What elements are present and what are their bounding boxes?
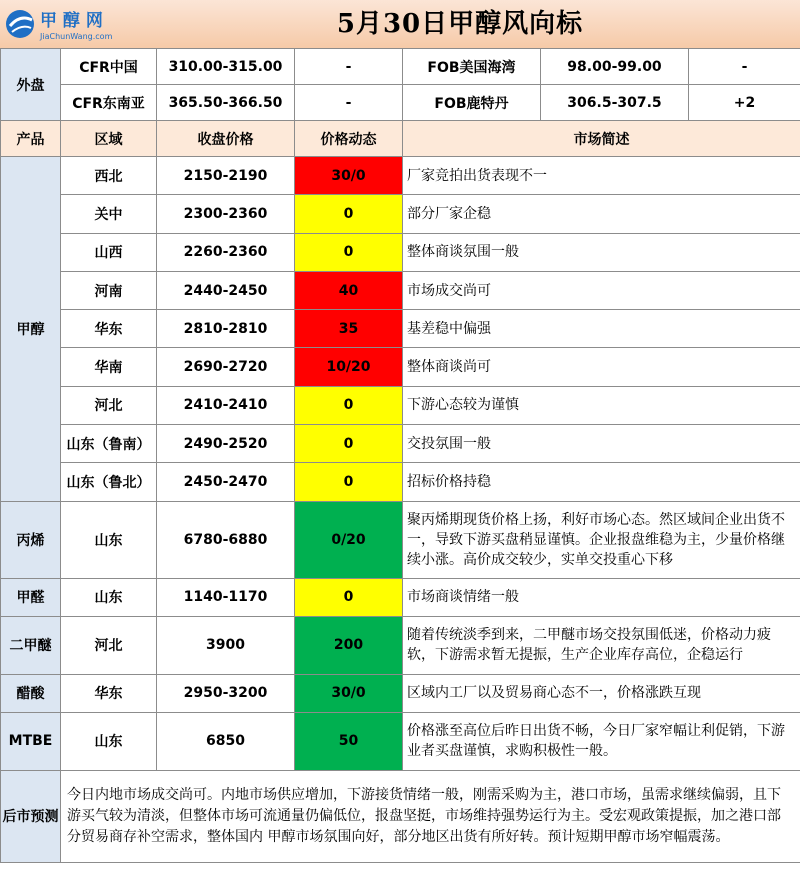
price-cell: 2300-2360 xyxy=(157,195,295,233)
table-row xyxy=(1,121,800,157)
external-market-name: FOB鹿特丹 xyxy=(403,85,541,121)
table-row xyxy=(1,233,800,271)
table-row xyxy=(1,271,800,309)
logo-url: JiaChunWang.com xyxy=(40,32,113,41)
table-row xyxy=(1,85,800,121)
market-summary: 基差稳中偏强 xyxy=(403,310,800,348)
price-cell: 2410-2410 xyxy=(157,386,295,424)
price-table xyxy=(0,48,800,863)
forecast-text: 今日内地市场成交尚可。内地市场供应增加，下游接货情绪一般，刚需采购为主，港口市场，虽需求继续偏弱，且下游买气较为清淡，但整体市场可流通量仍偏低位，报盘坚挺，市场维持强势运行为主。受宏观政策提振，加之港口部分贸易商存补空需求，整体国内 甲醇市场氛围向好，部分地区出货有所好转。预计短期甲醇市场窄幅震荡。 xyxy=(61,770,800,862)
table-row xyxy=(1,578,800,616)
table-row xyxy=(1,49,800,85)
price-change-cell: 30/0 xyxy=(295,674,403,712)
price-cell: 6850 xyxy=(157,712,295,770)
region-cell: 山东 xyxy=(61,501,157,578)
price-change-cell: 0 xyxy=(295,195,403,233)
table-row xyxy=(1,348,800,386)
column-header-region: 区域 xyxy=(61,121,157,157)
table-row xyxy=(1,616,800,674)
region-cell: 华东 xyxy=(61,674,157,712)
table-row xyxy=(1,770,800,862)
header xyxy=(0,0,800,49)
external-market-change: - xyxy=(295,49,403,85)
region-cell: 山东 xyxy=(61,712,157,770)
price-cell: 2490-2520 xyxy=(157,425,295,463)
market-summary: 价格涨至高位后昨日出货不畅，今日厂家窄幅让利促销，下游业者买盘谨慎，求购积极性一般。 xyxy=(403,712,800,770)
region-cell: 华东 xyxy=(61,310,157,348)
market-summary: 市场商谈情绪一般 xyxy=(403,578,800,616)
price-cell: 2440-2450 xyxy=(157,271,295,309)
product-label: 甲醇 xyxy=(1,157,61,502)
external-market-label: 外盘 xyxy=(1,49,61,121)
market-summary: 招标价格持稳 xyxy=(403,463,800,501)
price-change-cell: 40 xyxy=(295,271,403,309)
external-market-name: CFR东南亚 xyxy=(61,85,157,121)
product-label: 甲醛 xyxy=(1,578,61,616)
external-market-price: 365.50-366.50 xyxy=(157,85,295,121)
column-header-product: 产品 xyxy=(1,121,61,157)
region-cell: 河北 xyxy=(61,616,157,674)
external-market-change: - xyxy=(689,49,800,85)
price-cell: 2690-2720 xyxy=(157,348,295,386)
table-row xyxy=(1,310,800,348)
region-cell: 华南 xyxy=(61,348,157,386)
region-cell: 山东 xyxy=(61,578,157,616)
jiachunwang-logo xyxy=(4,4,122,44)
region-cell: 山东（鲁北） xyxy=(61,463,157,501)
price-cell: 1140-1170 xyxy=(157,578,295,616)
price-change-cell: 50 xyxy=(295,712,403,770)
table-row xyxy=(1,463,800,501)
logo-text: 甲 醇 网 xyxy=(40,11,103,31)
price-change-cell: 30/0 xyxy=(295,157,403,195)
price-cell: 2950-3200 xyxy=(157,674,295,712)
table-row xyxy=(1,674,800,712)
external-market-name: FOB美国海湾 xyxy=(403,49,541,85)
market-summary: 整体商谈氛围一般 xyxy=(403,233,800,271)
region-cell: 山西 xyxy=(61,233,157,271)
price-change-cell: 0 xyxy=(295,425,403,463)
table-row xyxy=(1,157,800,195)
price-change-cell: 0 xyxy=(295,233,403,271)
price-cell: 2150-2190 xyxy=(157,157,295,195)
product-label: 二甲醚 xyxy=(1,616,61,674)
table-row xyxy=(1,712,800,770)
price-cell: 3900 xyxy=(157,616,295,674)
price-cell: 2260-2360 xyxy=(157,233,295,271)
table-row xyxy=(1,195,800,233)
external-market-name: CFR中国 xyxy=(61,49,157,85)
price-change-cell: 0 xyxy=(295,463,403,501)
region-cell: 山东（鲁南） xyxy=(61,425,157,463)
page-title: 5月30日甲醇风向标 xyxy=(336,9,584,39)
external-market-price: 98.00-99.00 xyxy=(541,49,689,85)
price-change-cell: 0 xyxy=(295,578,403,616)
market-summary: 聚丙烯期现货价格上扬，利好市场心态。然区域间企业出货不一，导致下游买盘稍显谨慎。企业报盘维稳为主，少量价格继续小涨。高价成交较少，实单交投重心下移 xyxy=(403,501,800,578)
product-label: 醋酸 xyxy=(1,674,61,712)
market-summary: 随着传统淡季到来，二甲醚市场交投氛围低迷，价格动力疲软，下游需求暂无提振，生产企业库存高位，企稳运行 xyxy=(403,616,800,674)
column-header-price: 收盘价格 xyxy=(157,121,295,157)
price-change-cell: 0 xyxy=(295,386,403,424)
market-summary: 部分厂家企稳 xyxy=(403,195,800,233)
region-cell: 西北 xyxy=(61,157,157,195)
price-change-cell: 10/20 xyxy=(295,348,403,386)
external-market-price: 310.00-315.00 xyxy=(157,49,295,85)
market-summary: 厂家竞拍出货表现不一 xyxy=(403,157,800,195)
forecast-label: 后市预测 xyxy=(1,770,61,862)
price-cell: 2450-2470 xyxy=(157,463,295,501)
price-change-cell: 200 xyxy=(295,616,403,674)
table-row xyxy=(1,386,800,424)
external-market-change: - xyxy=(295,85,403,121)
column-header-summary: 市场简述 xyxy=(403,121,800,157)
price-change-cell: 0/20 xyxy=(295,501,403,578)
price-table-body xyxy=(1,49,800,863)
price-cell: 6780-6880 xyxy=(157,501,295,578)
market-summary: 下游心态较为谨慎 xyxy=(403,386,800,424)
market-summary: 交投氛围一般 xyxy=(403,425,800,463)
region-cell: 关中 xyxy=(61,195,157,233)
price-change-cell: 35 xyxy=(295,310,403,348)
column-header-change: 价格动态 xyxy=(295,121,403,157)
region-cell: 河南 xyxy=(61,271,157,309)
table-row xyxy=(1,501,800,578)
market-summary: 整体商谈尚可 xyxy=(403,348,800,386)
product-label: 丙烯 xyxy=(1,501,61,578)
external-market-change: +2 xyxy=(689,85,800,121)
region-cell: 河北 xyxy=(61,386,157,424)
table-row xyxy=(1,425,800,463)
market-summary: 市场成交尚可 xyxy=(403,271,800,309)
product-label: MTBE xyxy=(1,712,61,770)
price-cell: 2810-2810 xyxy=(157,310,295,348)
external-market-price: 306.5-307.5 xyxy=(541,85,689,121)
market-summary: 区域内工厂以及贸易商心态不一，价格涨跌互现 xyxy=(403,674,800,712)
